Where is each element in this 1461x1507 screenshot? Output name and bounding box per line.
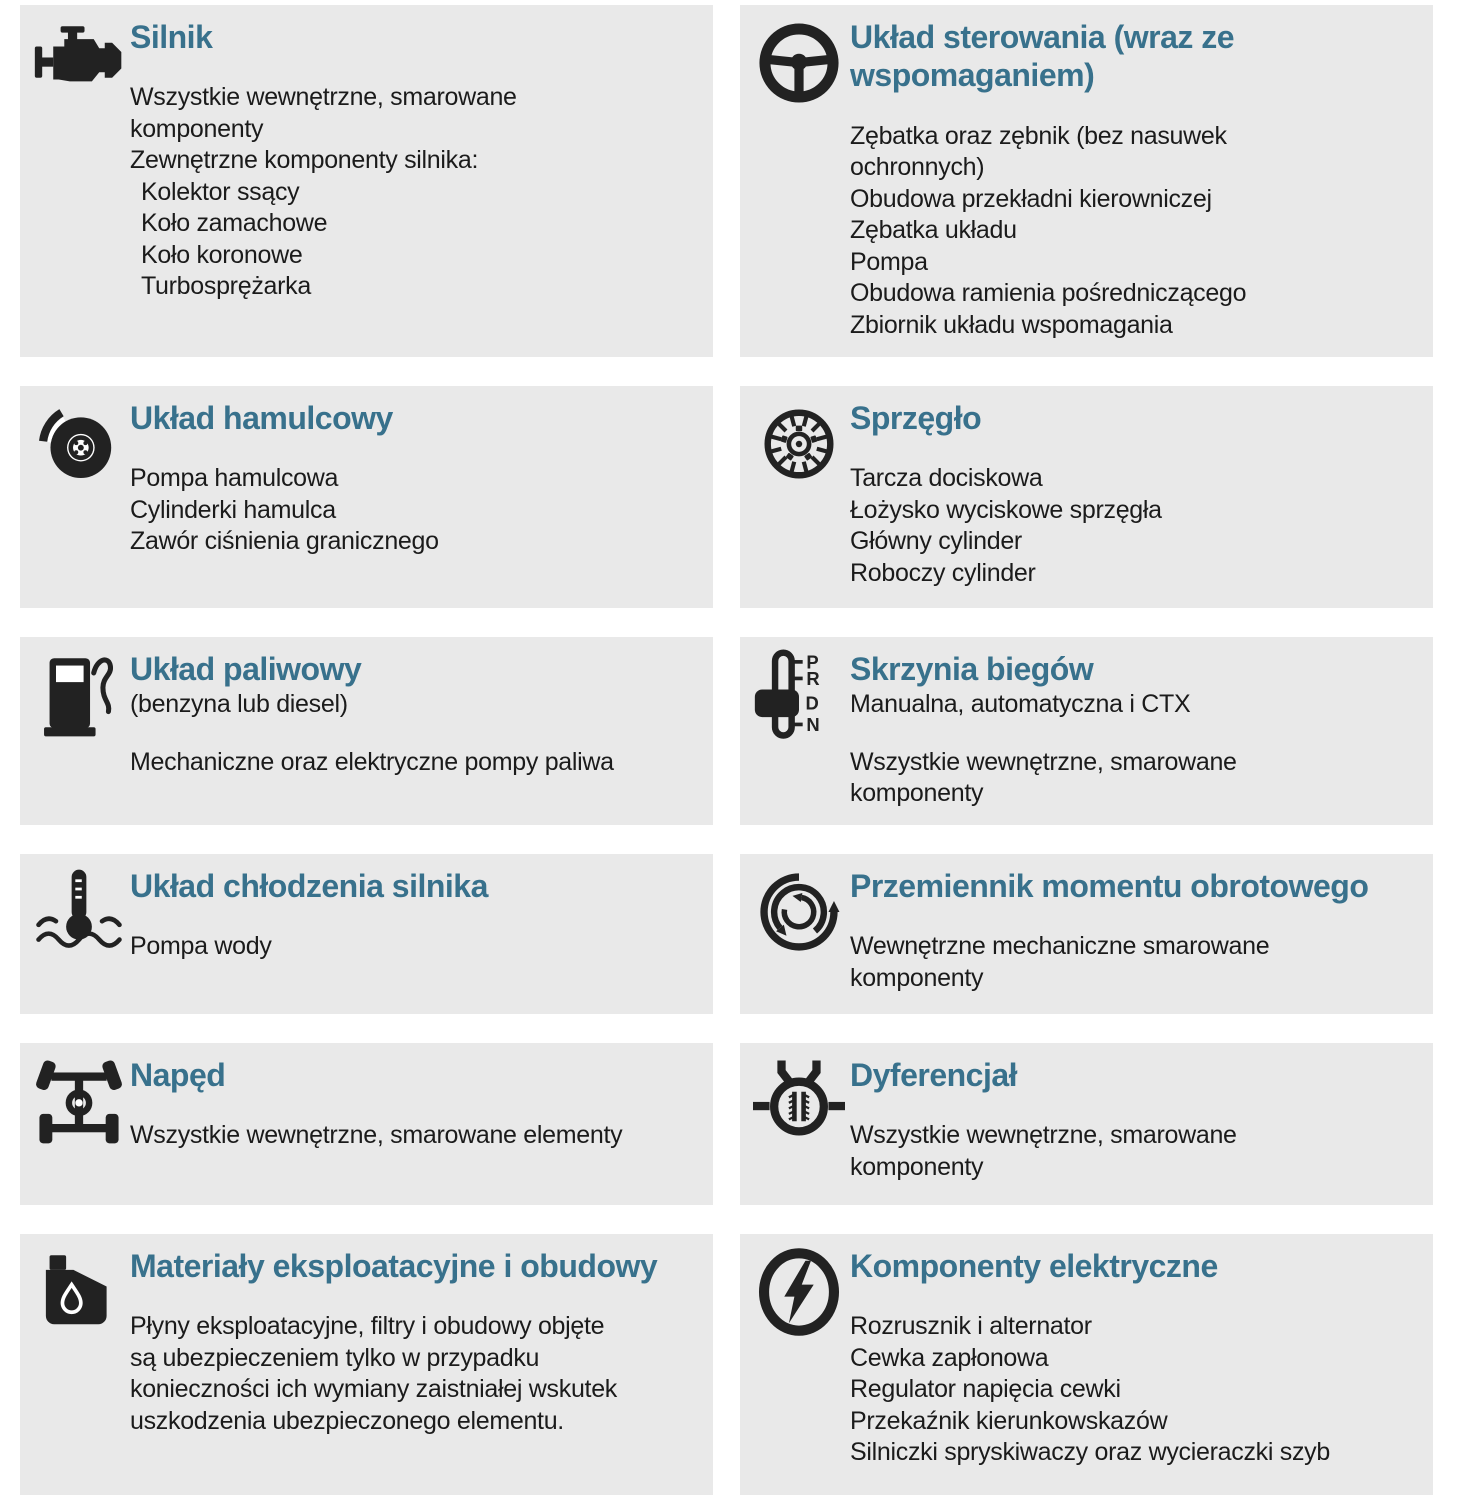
card-title: Sprzęgło: [850, 400, 982, 436]
card-title: Dyferencjał: [850, 1057, 1018, 1093]
card-body: [130, 931, 707, 963]
coverage-item: komponenty: [850, 779, 984, 808]
card-skrzynia-biegow: [740, 637, 1433, 825]
torque-converter-icon: [748, 864, 850, 958]
coverage-item: Zewnętrzne komponenty silnika:: [130, 146, 479, 175]
coverage-item: Cylinderki hamulca: [130, 495, 336, 524]
fuel-pump-icon: [28, 647, 130, 741]
brake-disc-icon: [28, 396, 130, 490]
card-title: Układ hamulcowy: [130, 400, 393, 436]
gear-letter-p: P: [806, 651, 819, 673]
card-title: Układ sterowania (wraz ze wspomaganiem): [850, 19, 1235, 94]
card-uklad-chlodzenia: [20, 854, 713, 1014]
card-sprzeglo: [740, 386, 1433, 608]
card-title: Skrzynia biegów: [850, 651, 1094, 687]
coverage-item: Kolektor ssący: [141, 177, 300, 206]
coverage-item: Zawór ciśnienia granicznego: [130, 527, 439, 556]
coverage-item: komponenty: [130, 114, 264, 143]
card-subtitle: (benzyna lub diesel): [130, 690, 348, 719]
card-title: Napęd: [130, 1057, 226, 1093]
card-title: Układ chłodzenia silnika: [130, 868, 488, 904]
gear-letter-d: D: [805, 692, 819, 714]
oil-canister-icon: [28, 1244, 130, 1338]
coverage-item: Zbiornik układu wspomagania: [850, 310, 1173, 339]
card-body: [130, 747, 707, 779]
coverage-item: Koło koronowe: [141, 240, 303, 269]
coverage-item: Silniczki spryskiwaczy oraz wycieraczki szyb: [850, 1438, 1330, 1467]
engine-icon: [28, 15, 130, 109]
card-body: [850, 931, 1427, 994]
coverage-item: komponenty: [850, 963, 984, 992]
card-body: [130, 463, 707, 558]
coverage-item: Regulator napięcia cewki: [850, 1375, 1121, 1404]
card-dyferencjal: [740, 1043, 1433, 1205]
coverage-item: Zębatka układu: [850, 216, 1017, 245]
card-title: Układ paliwowy: [130, 651, 362, 687]
differential-icon: [748, 1053, 850, 1147]
card-silnik: [20, 5, 713, 357]
card-body: [850, 747, 1427, 810]
coverage-item: Mechaniczne oraz elektryczne pompy paliwa: [130, 747, 614, 776]
card-przemiennik-momentu: [740, 854, 1433, 1014]
card-title: Przemiennik momentu obrotowego: [850, 868, 1369, 904]
card-body: [850, 1120, 1427, 1183]
card-uklad-sterowania: [740, 5, 1433, 357]
coverage-item: Pompa hamulcowa: [130, 464, 339, 493]
coverage-item: Zębatka oraz zębnik (bez nasuwek: [850, 121, 1227, 150]
card-materialy-eksploatacyjne: [20, 1234, 713, 1495]
gear-letter-n: N: [806, 713, 820, 735]
steering-wheel-icon: [748, 15, 850, 109]
card-subtitle: Manualna, automatyczna i CTX: [850, 690, 1191, 719]
card-title: Komponenty elektryczne: [850, 1248, 1218, 1284]
card-body: [130, 1120, 707, 1152]
thermometer-coolant-icon: [28, 864, 130, 958]
lightning-bolt-icon: [748, 1244, 850, 1338]
coverage-item: komponenty: [850, 1152, 984, 1181]
coverage-item: Łożysko wyciskowe sprzęgła: [850, 495, 1162, 524]
card-body: [850, 121, 1427, 342]
coverage-item: Wszystkie wewnętrzne, smarowane elementy: [130, 1121, 623, 1150]
coverage-item: Tarcza dociskowa: [850, 464, 1043, 493]
drivetrain-icon: [28, 1053, 130, 1147]
card-komponenty-elektryczne: [740, 1234, 1433, 1495]
coverage-item: Cewka zapłonowa: [850, 1343, 1049, 1372]
coverage-item: Obudowa przekładni kierowniczej: [850, 184, 1212, 213]
coverage-item: Płyny eksploatacyjne, filtry i obudowy objęte: [130, 1312, 605, 1341]
card-uklad-paliwowy: [20, 637, 713, 825]
coverage-item: Wszystkie wewnętrzne, smarowane: [850, 1121, 1237, 1150]
card-body: [130, 82, 707, 303]
coverage-item: Turbosprężarka: [141, 272, 311, 301]
coverage-item: Wewnętrzne mechaniczne smarowane: [850, 932, 1270, 961]
coverage-item: Główny cylinder: [850, 527, 1022, 556]
card-body: [850, 1311, 1427, 1469]
coverage-item: Pompa: [850, 247, 928, 276]
coverage-item: konieczności ich wymiany zaistniałej wskutek: [130, 1375, 617, 1404]
coverage-item: uszkodzenia ubezpieczonego elementu.: [130, 1406, 564, 1435]
card-naped: [20, 1043, 713, 1205]
coverage-item: Koło zamachowe: [141, 209, 328, 238]
coverage-item: Roboczy cylinder: [850, 558, 1036, 587]
card-title: Materiały eksploatacyjne i obudowy: [130, 1248, 658, 1284]
card-body: [130, 1311, 707, 1437]
card-body: [850, 463, 1427, 589]
coverage-item: Obudowa ramienia pośredniczącego: [850, 279, 1247, 308]
gear-letter-r: R: [806, 667, 820, 689]
clutch-disc-icon: [748, 396, 850, 490]
card-uklad-hamulcowy: [20, 386, 713, 608]
coverage-item: Wszystkie wewnętrzne, smarowane: [850, 747, 1237, 776]
coverage-item: ochronnych): [850, 153, 985, 182]
coverage-item: Przekaźnik kierunkowskazów: [850, 1406, 1168, 1435]
coverage-item: Wszystkie wewnętrzne, smarowane: [130, 83, 517, 112]
coverage-item: są ubezpieczeniem tylko w przypadku: [130, 1343, 540, 1372]
coverage-item: Pompa wody: [130, 932, 272, 961]
card-title: Silnik: [130, 19, 213, 55]
gear-shifter-icon: [748, 647, 850, 741]
coverage-item: Rozrusznik i alternator: [850, 1312, 1092, 1341]
